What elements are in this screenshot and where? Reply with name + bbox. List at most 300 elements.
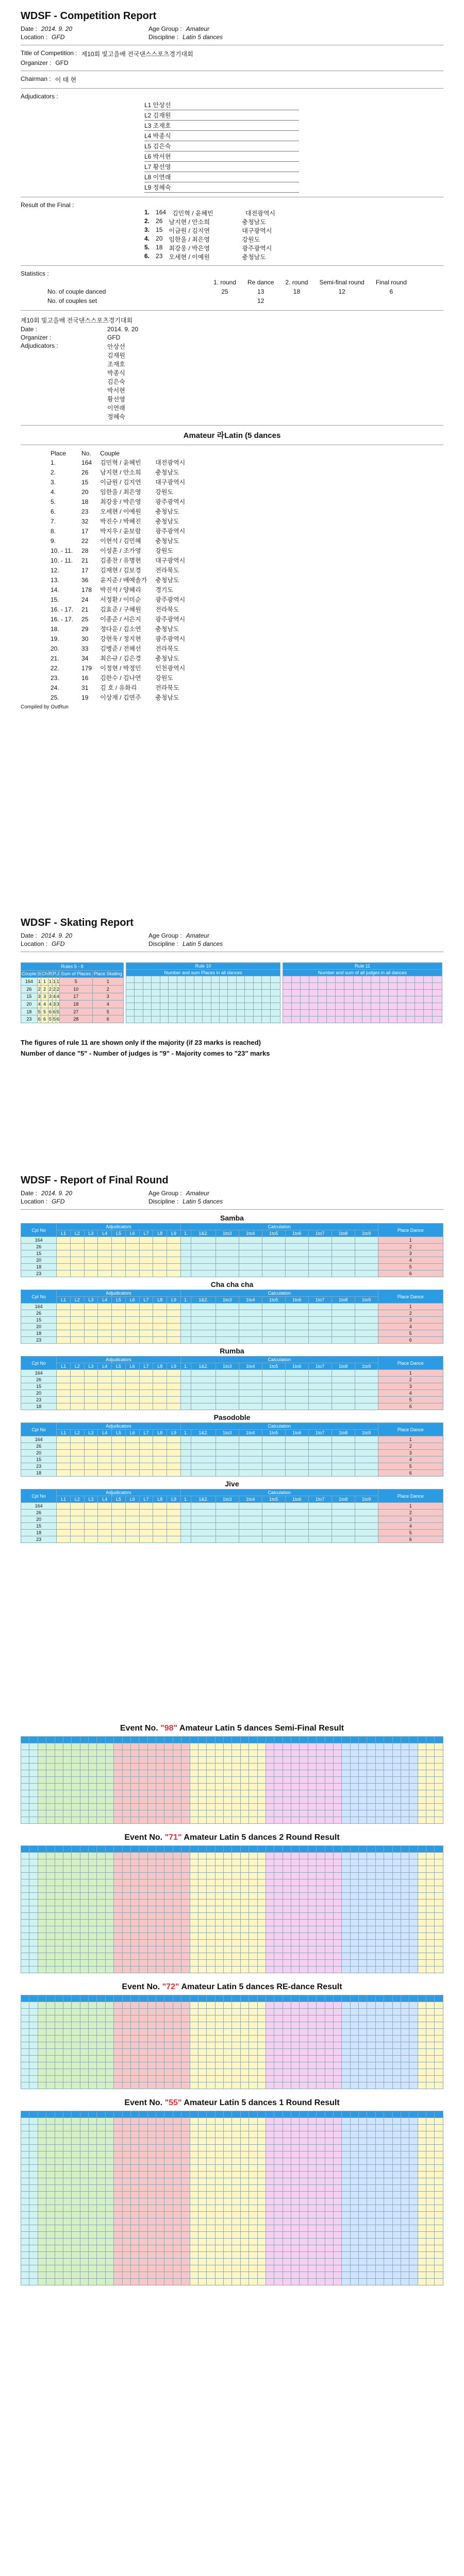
grid-cell [80,2042,88,2049]
grid-cell [392,1906,401,1913]
skating-cell [262,976,270,983]
grid-cell [72,1913,80,1920]
grid-cell [418,1853,426,1859]
grid-cell [232,1960,240,1967]
grid-cell [249,1817,257,1824]
grid-cell [435,1960,443,1967]
grid-head-cell [29,1995,38,2002]
grid-head-cell [164,2111,173,2118]
grid-cell [164,1750,173,1757]
grid-cell [392,2185,401,2192]
skating-cell: 18 [59,1001,92,1008]
grid-cell [375,1953,384,1960]
grid-cell [114,2245,122,2252]
grid-cell [38,1750,46,1757]
grid-cell [409,2002,418,2009]
grid-cell [215,2245,223,2252]
skating-cell: 1 [41,978,48,986]
grid-cell [325,1953,333,1960]
grid-cell [418,1777,426,1784]
grid-cell [333,1913,341,1920]
adjudicators-label: Adjudicators : [21,342,58,349]
grid-cell [63,1926,71,1933]
grid-cell [384,1750,392,1757]
grid-cell [156,2145,164,2151]
judge-mark [84,1397,98,1403]
skating-cell: 4 [56,993,59,1001]
grid-cell [325,2239,333,2245]
grid-cell [80,2151,88,2158]
grid-cell [181,1797,190,1804]
grid-cell [384,2138,392,2145]
grid-cell [418,2125,426,2131]
grid-cell [342,1790,350,1797]
location-value: GFD [52,1198,65,1205]
grid-cell [257,2082,266,2089]
adjudicator: L4 박종식 [144,131,299,141]
skating-cell [283,976,292,983]
grid-cell [130,1926,139,1933]
grid-cell [55,2252,63,2259]
grid-cell [207,2245,215,2252]
grid-cell [350,1784,358,1790]
grid-cell [257,2198,266,2205]
grid-cell [198,2049,206,2056]
calc-cell [216,1270,239,1277]
grid-cell [274,2042,283,2049]
grid-cell [89,2138,97,2145]
grid-cell [240,1967,248,1973]
grid-cell [105,1853,113,1859]
grid-cell [224,1873,232,1879]
judge-mark [70,1443,84,1450]
grid-head-cell [122,2111,130,2118]
grid-cell [308,2205,316,2212]
grid-cell [409,1886,418,1893]
grid-cell [164,2172,173,2178]
grid-cell [38,1859,46,1866]
grid-cell [215,1810,223,1817]
grid-cell [198,2259,206,2265]
grid-cell [156,2022,164,2029]
grid-cell [46,1810,55,1817]
judge-col: L7 [139,1230,153,1237]
grid-cell [122,2138,130,2145]
grid-cell [122,2245,130,2252]
grid-cell [266,1743,274,1750]
grid-cell [55,1743,63,1750]
grid-cell [72,2165,80,2172]
results-row [46,663,189,673]
grid-cell [409,2082,418,2089]
grid-cell [147,2131,156,2138]
grid-cell [317,2076,325,2082]
grid-cell [130,2145,139,2151]
grid-cell [105,2118,113,2125]
event-grid [21,2111,443,2285]
grid-cell [130,2198,139,2205]
judge-mark [84,1264,98,1270]
grid-cell [257,1940,266,1946]
grid-cell [21,1933,29,1940]
grid-cell [308,1960,316,1967]
judge-mark [98,1470,112,1477]
grid-cell [198,1893,206,1900]
couple-name: 임한울 / 최은영 [169,236,210,243]
results-header [46,449,189,457]
grid-cell [426,1750,435,1757]
grid-cell [409,2265,418,2272]
grid-cell [21,1764,29,1770]
grid-cell [21,2082,29,2089]
grid-cell [190,1784,198,1790]
place: 1. [144,209,150,216]
grid-cell [291,2118,300,2125]
grid-cell [147,1933,156,1940]
grid-cell [139,1810,147,1817]
grid-cell [164,2232,173,2239]
grid-cell [190,2049,198,2056]
grid-cell [156,1777,164,1784]
grid-cell [122,1946,130,1953]
judge-mark [125,1397,139,1403]
grid-cell [207,2131,215,2138]
grid-cell [97,2125,105,2131]
age-value: Amateur [186,1190,210,1197]
grid-cell [224,1757,232,1764]
event-title [21,1982,443,1992]
grid-cell [72,2049,80,2056]
grid-cell [249,2225,257,2232]
region: 충청남도 [155,537,179,545]
grid-cell [300,2205,308,2212]
grid-cell [333,1797,341,1804]
skating-cell [177,1016,185,1023]
grid-cell [97,2165,105,2172]
grid-cell [29,1764,38,1770]
grid-cell [274,2036,283,2042]
grid-cell [350,1933,358,1940]
grid-cell [409,1873,418,1879]
grid-cell [130,2178,139,2185]
grid-cell [215,1859,223,1866]
skating-cell [388,990,397,996]
grid-cell [409,2245,418,2252]
grid-cell [105,2022,113,2029]
grid-cell [317,2265,325,2272]
grid-cell [207,1940,215,1946]
grid-cell [333,2192,341,2198]
grid-cell [224,2212,232,2218]
grid-cell [147,2178,156,2185]
grid-cell [29,1940,38,1946]
grid-cell [350,1960,358,1967]
grid-cell [164,1967,173,1973]
grid-cell [426,1906,435,1913]
grid-cell [190,1866,198,1873]
grid-cell [300,1940,308,1946]
skating-cell [203,1010,211,1016]
grid-cell [392,2239,401,2245]
skating-cell [262,1003,270,1010]
grid-cell [173,2069,181,2076]
skating-row [126,983,280,990]
grid-cell [333,2138,341,2145]
grid-cell [401,2029,409,2036]
judge-col: L7 [139,1496,153,1503]
grid-cell [181,1946,190,1953]
grid-head-cell [97,2111,105,2118]
grid-cell [97,1764,105,1770]
grid-cell [257,2036,266,2042]
grid-cell [122,1900,130,1906]
grid-cell [46,1770,55,1777]
calc-cell [180,1310,191,1317]
judge-mark [98,1370,112,1377]
grid-cell [232,1790,240,1797]
judge-col: L2 [70,1496,84,1503]
judge-mark [125,1244,139,1250]
calc-col: 1&2. [191,1496,216,1503]
col-region [151,449,189,457]
couple-no: 15 [156,226,163,233]
grid-cell [190,2205,198,2212]
grid-cell [63,1873,71,1879]
grid-cell [283,1817,291,1824]
grid-cell [350,2118,358,2125]
grid-cell [173,2062,181,2069]
grid-cell [359,2192,367,2198]
calc-col: 1to4 [239,1496,262,1503]
grid-cell [232,1866,240,1873]
grid-cell [291,1859,300,1866]
grid-cell [232,1933,240,1940]
judge-mark [167,1264,181,1270]
grid-cell [240,2205,248,2212]
grid-cell [317,1946,325,1953]
calc-cell [216,1470,239,1477]
grid-cell [257,1906,266,1913]
grid-cell [207,1960,215,1967]
grid-cell [38,1913,46,1920]
grid-cell [266,2252,274,2259]
grid-cell [156,1797,164,1804]
place: 6. [144,252,150,260]
skating-cell [245,983,253,990]
grid-cell [384,2056,392,2062]
grid-cell [29,1866,38,1873]
grid-cell [46,2015,55,2022]
grid-cell [181,2118,190,2125]
grid-cell [317,1859,325,1866]
grid-cell [359,2252,367,2259]
skating-cell: 15 [21,993,38,1001]
grid-cell [38,1900,46,1906]
grid-cell [224,2252,232,2259]
grid-cell [130,1866,139,1873]
calc-cell [239,1377,262,1383]
grid-cell [325,2165,333,2172]
grid-cell [283,1933,291,1940]
grid-cell [435,2131,443,2138]
grid-cell [63,2259,71,2265]
judge-mark [70,1530,84,1536]
grid-cell [147,2118,156,2125]
grid-cell [342,1817,350,1824]
skating-cell [152,996,160,1003]
date-value: 2014. 9. 20 [41,932,73,939]
calc-cell [216,1443,239,1450]
event-grid-row [21,2015,443,2022]
judge-col: L2 [70,1430,84,1436]
grid-cell [435,2198,443,2205]
grid-cell [207,1790,215,1797]
grid-cell [207,1750,215,1757]
grid-cell [375,2022,384,2029]
grid-cell [232,2252,240,2259]
grid-cell [291,2076,300,2082]
judge-mark [84,1383,98,1390]
grid-cell [266,1926,274,1933]
grid-cell [257,2265,266,2272]
skating-cell [344,976,353,983]
calc-col: 1. [180,1496,191,1503]
grid-cell [350,2245,358,2252]
grid-cell [300,1893,308,1900]
grid-cell [257,2015,266,2022]
grid-cell [426,1797,435,1804]
judge-mark [70,1370,84,1377]
grid-cell [375,1804,384,1810]
grid-cell [72,1967,80,1973]
grid-cell [367,1940,375,1946]
adjudicators-head: Adjudicators [57,1290,181,1297]
grid-cell [367,1784,375,1790]
grid-cell [181,2178,190,2185]
grid-cell [72,2198,80,2205]
grid-cell [426,1953,435,1960]
grid-cell [224,1906,232,1913]
grid-cell [72,2145,80,2151]
grid-cell [122,2185,130,2192]
grid-cell [89,1853,97,1859]
skating-cell [433,983,442,990]
grid-cell [300,2042,308,2049]
grid-cell [173,2009,181,2015]
event-grid-head [21,1737,443,1743]
grid-cell [257,2131,266,2138]
grid-cell [97,1933,105,1940]
calc-cell [239,1303,262,1310]
grid-cell [97,2232,105,2239]
grid-cell [190,1757,198,1764]
grid-cell [367,1750,375,1757]
grid-cell [89,1784,97,1790]
grid-cell [89,2042,97,2049]
grid-cell [392,1940,401,1946]
calc-col: 1to8 [332,1363,355,1370]
grid-cell [232,2265,240,2272]
grid-cell [21,2218,29,2225]
couple-no: 23 [81,507,89,515]
grid-cell [401,1900,409,1906]
grid-cell [308,1790,316,1797]
grid-cell [257,2165,266,2172]
grid-head-cell [291,1737,300,1743]
grid-cell [38,2118,46,2125]
grid-cell [435,2232,443,2239]
grid-cell [418,2076,426,2082]
place-dance: 6 [378,1536,443,1543]
grid-cell [114,2198,122,2205]
grid-cell [156,2192,164,2198]
grid-cell [105,1866,113,1873]
grid-cell [198,1810,206,1817]
grid-cell [350,1866,358,1873]
grid-cell [63,1906,71,1913]
judge-mark [84,1270,98,1277]
skating-row [283,996,442,1003]
grid-head-cell [350,1737,358,1743]
grid-cell [21,2172,29,2178]
skating-cell [371,1003,379,1010]
cpl-no: 26 [21,1510,57,1516]
grid-cell [89,2145,97,2151]
calc-col: 1to5 [262,1363,285,1370]
grid-cell [21,1859,29,1866]
grid-cell [190,2165,198,2172]
grid-cell [139,2272,147,2279]
skating-cell [309,1016,318,1023]
calc-cell [262,1270,285,1277]
couple-no: 31 [81,684,89,691]
grid-cell [342,1804,350,1810]
grid-cell [384,1764,392,1770]
grid-cell [350,2178,358,2185]
cpl-no: 26 [21,1310,57,1317]
grid-cell [325,2056,333,2062]
couple-no: 30 [81,635,89,642]
grid-cell [173,2252,181,2259]
grid-cell [156,1853,164,1859]
grid-cell [300,2056,308,2062]
grid-cell [333,2076,341,2082]
dance-head [21,1423,443,1430]
calc-cell [332,1324,355,1330]
grid-cell [375,1960,384,1967]
grid-cell [384,2225,392,2232]
grid-cell [147,1797,156,1804]
grid-cell [147,1859,156,1866]
stats-cell: 18 [293,288,301,295]
grid-cell [139,1900,147,1906]
grid-head-cell [426,1995,435,2002]
grid-cell [283,1893,291,1900]
grid-cell [97,2185,105,2192]
skating-cell [283,990,292,996]
grid-cell [342,1953,350,1960]
grid-cell [392,2232,401,2239]
grid-head-cell [130,2111,139,2118]
grid-cell [72,2022,80,2029]
grid-cell [392,2145,401,2151]
grid-head-cell [63,1846,71,1853]
grid-cell [147,1853,156,1859]
grid-cell [207,1900,215,1906]
calc-cell [216,1450,239,1456]
judge-col: L3 [84,1297,98,1303]
grid-cell [29,1879,38,1886]
